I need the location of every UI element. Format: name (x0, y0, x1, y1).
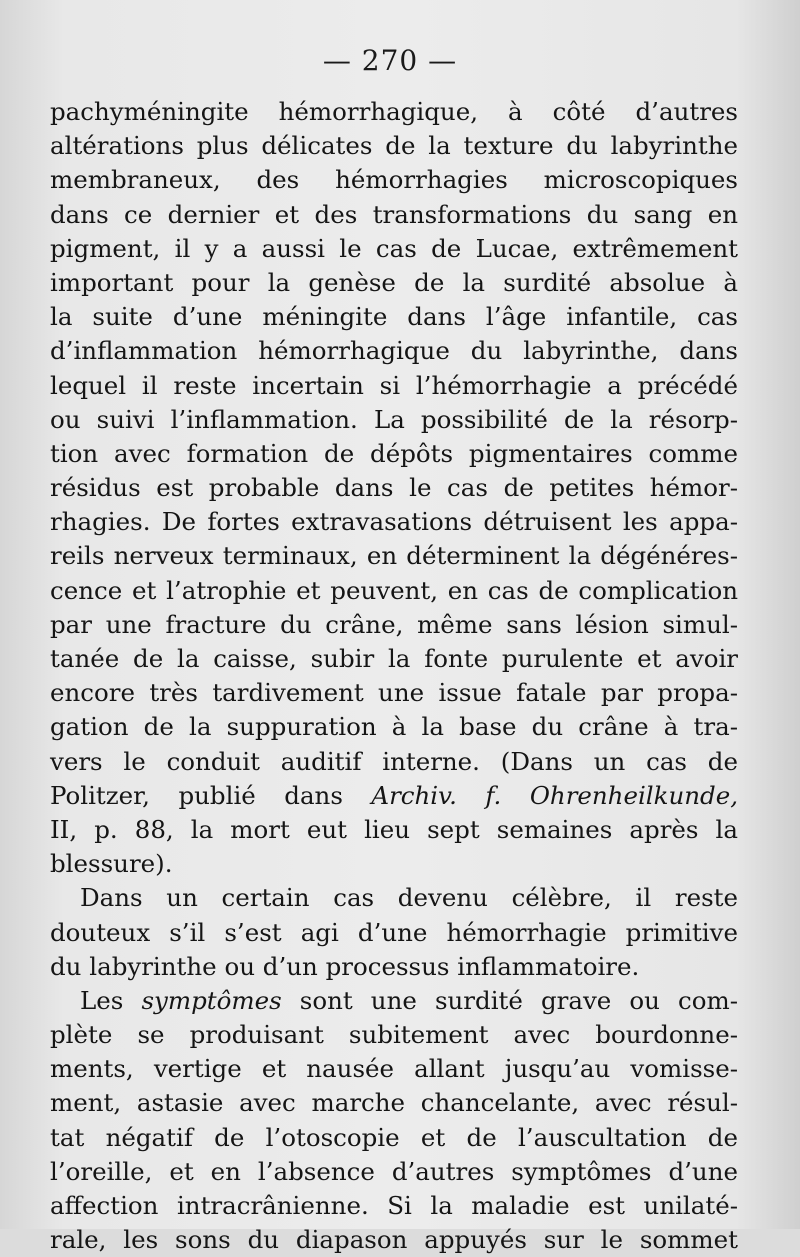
text-line-content: ou suivi l’inflammation. La possibilité de la résorp- (50, 404, 738, 434)
text-line-prefix: Les (80, 985, 142, 1015)
text-line-content: pachyméningite hémorrhagique, à côté d’autres (50, 97, 738, 126)
text-line (50, 847, 738, 881)
text-line-content: pigment, il y a aussi le cas de Lucae, extrêmement (50, 233, 738, 263)
text-line-content: plète se produisant subitement avec bourdonne- (50, 1020, 738, 1050)
text-line-content: la suite d’une méningite dans l’âge infantile, cas (50, 302, 738, 332)
text-line (50, 437, 738, 471)
text-line-content: ments, vertige et nausée allant jusqu’au vomisse- (50, 1054, 738, 1084)
text-line (50, 539, 738, 573)
text-line-content: rale, les sons du diapason appuyés sur le sommet (50, 1225, 738, 1255)
text-line (50, 642, 738, 676)
text-line-content: altérations plus délicates de la texture du labyrinthe (50, 131, 738, 161)
text-line-content: Dans un certain cas devenu célèbre, il reste (80, 883, 738, 913)
text-line-content: résidus est probable dans le cas de petites hémor- (50, 473, 738, 503)
text-line-prefix: Politzer, publié dans (50, 780, 372, 810)
text-line (50, 505, 738, 539)
text-line (50, 710, 738, 744)
text-line (50, 334, 738, 368)
text-line-content: par une fracture du crâne, même sans lésion simul- (50, 609, 738, 639)
text-line (50, 813, 738, 847)
body-text (50, 95, 738, 1257)
text-line-content: rhagies. De fortes extravasations détruisent les appa- (50, 507, 738, 537)
text-line-content: encore très tardivement une issue fatale par propa- (50, 678, 738, 708)
text-line (50, 266, 738, 300)
text-line (50, 129, 738, 163)
text-line-content: lequel il reste incertain si l’hémorrhagie a précédé (50, 370, 738, 400)
italic-text: symptômes (141, 985, 282, 1015)
text-line-content: important pour la genèse de la surdité absolue à (50, 267, 738, 297)
text-line (50, 163, 738, 197)
text-line (50, 403, 738, 437)
text-line (50, 676, 738, 710)
text-line-content: gation de la suppuration à la base du crâne à tra- (50, 712, 738, 742)
text-line-content: II, p. 88, la mort eut lieu sept semaines après la (50, 814, 738, 844)
text-line (50, 1155, 738, 1189)
text-line (50, 881, 738, 915)
text-line-content: blessure). (50, 849, 173, 879)
text-line-content: tion avec formation de dépôts pigmentaires comme (50, 438, 738, 468)
text-line (50, 950, 738, 984)
text-line-content: membraneux, des hémorrhagies microscopiques (50, 165, 738, 195)
text-line (50, 198, 738, 232)
text-line (50, 1052, 738, 1086)
text-line-content: du labyrinthe ou d’un processus inflammatoire. (50, 951, 640, 981)
page-number: — 270 — (322, 44, 458, 77)
text-line (50, 300, 738, 334)
text-line (50, 1086, 738, 1120)
text-line (50, 369, 738, 403)
text-line (50, 1121, 738, 1155)
italic-text: Archiv. f. Ohrenheilkunde, (371, 780, 739, 810)
text-line (50, 232, 738, 266)
text-line (50, 1223, 738, 1257)
text-line (50, 916, 738, 950)
text-line-content: vers le conduit auditif interne. (Dans un cas de (50, 746, 738, 776)
text-line-suffix: sont une surdité grave ou com- (281, 985, 738, 1015)
text-line-content: reils nerveux terminaux, en déterminent la dégénéres- (50, 541, 738, 571)
text-line (50, 1018, 738, 1052)
text-line (50, 984, 738, 1018)
text-line (50, 574, 738, 608)
text-line-content: ment, astasie avec marche chancelante, avec résul- (50, 1088, 738, 1118)
text-line (50, 471, 738, 505)
text-line (50, 745, 738, 779)
text-line-content: affection intracrânienne. Si la maladie est unilaté- (50, 1191, 738, 1220)
text-line-content: tat négatif de l’otoscopie et de l’auscultation de (50, 1122, 738, 1152)
text-line (50, 608, 738, 642)
text-line (50, 779, 738, 813)
text-line-content: cence et l’atrophie et peuvent, en cas de complication (50, 575, 738, 605)
text-line-content: dans ce dernier et des transformations du sang en (50, 199, 738, 229)
text-line-content: douteux s’il s’est agi d’une hémorrhagie primitive (50, 917, 738, 947)
text-line-content: l’oreille, et en l’absence d’autres symptômes d’une (50, 1156, 738, 1186)
text-line (50, 1189, 738, 1223)
text-line-content: tanée de la caisse, subir la fonte purulente et avoir (50, 644, 738, 673)
text-line (50, 95, 738, 129)
text-line-content: d’inflammation hémorrhagique du labyrinthe, dans (50, 336, 738, 366)
